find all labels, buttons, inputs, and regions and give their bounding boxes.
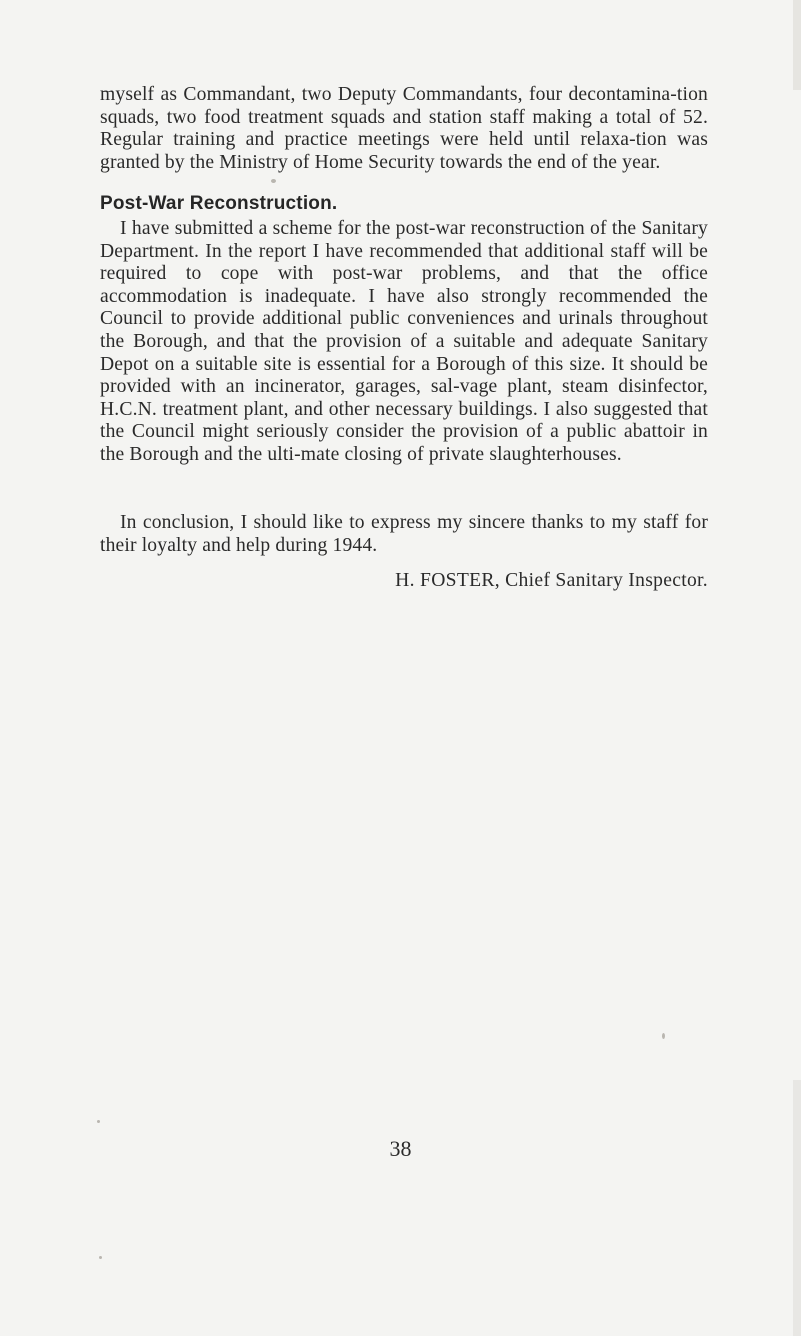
signature-line: H. FOSTER, Chief Sanitary Inspector. xyxy=(395,570,708,591)
scan-speck xyxy=(97,1120,100,1123)
scan-edge-shadow xyxy=(793,1080,801,1336)
scan-speck xyxy=(99,1256,102,1259)
paragraph-conclusion: In conclusion, I should like to express my sincere thanks to my staff for their loyalty and help during 1944. xyxy=(100,512,708,556)
scan-edge-shadow xyxy=(793,0,801,90)
paragraph-civil-defence-summary: myself as Commandant, two Deputy Commandants, four decontamina-tion squads, two food treatment squads and station staff making a total of 52. Regular training and practice meetings were held until relaxa-tion was granted by the Ministry of Home Security towards the end of the year. xyxy=(100,84,708,173)
scan-speck xyxy=(271,179,276,183)
scan-speck xyxy=(662,1033,665,1039)
paragraph-post-war-reconstruction: I have submitted a scheme for the post-war reconstruction of the Sanitary Department. In the report I have recommended that additional staff will be required to cope with post-war problems, and that the office accommodation is inadequate. I have also strongly recommended the Council to provide additional public conveniences and urinals throughout the Borough, and that the provision of a suitable and adequate Sanitary Depot on a suitable site is essential for a Borough of this size. It should be provided with an incinerator, garages, sal-vage plant, steam disinfector, H.C.N. treatment plant, and other necessary buildings. I also suggested that the Council might seriously consider the provision of a public abattoir in the Borough and the ulti-mate closing of private slaughterhouses. xyxy=(100,218,708,465)
section-heading: Post-War Reconstruction. xyxy=(100,193,338,214)
page-number: 38 xyxy=(389,1136,412,1161)
